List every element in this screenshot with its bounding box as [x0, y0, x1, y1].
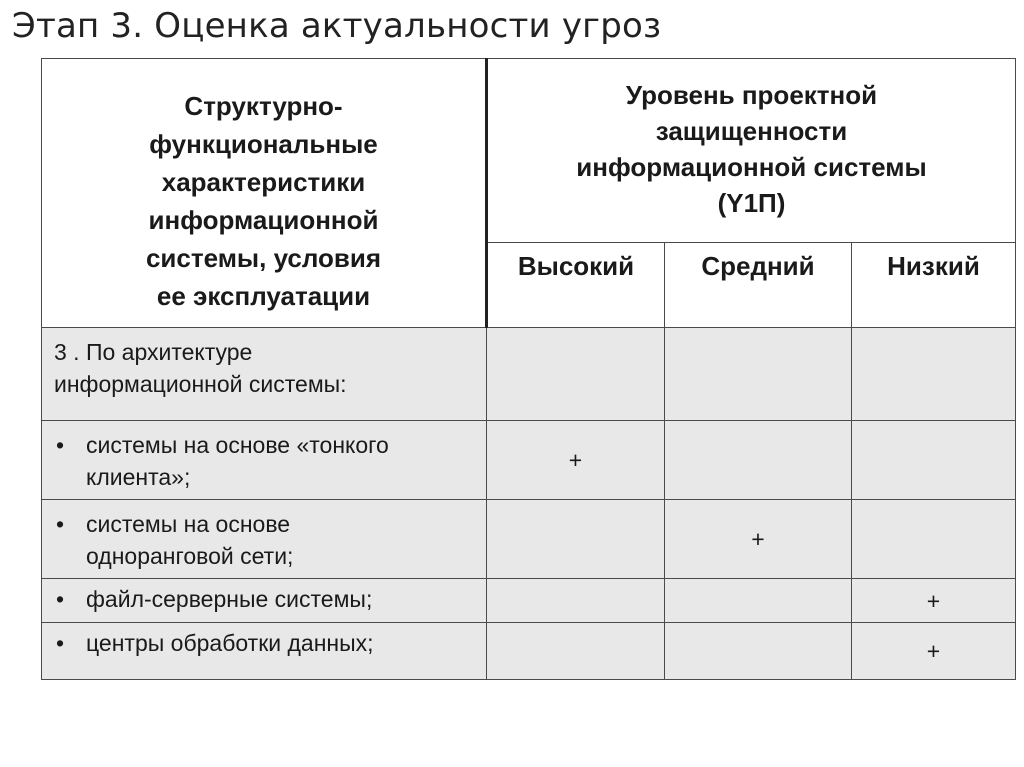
table-row-section	[42, 328, 1016, 421]
mark-cell	[665, 421, 852, 500]
header-left-line: Структурно-	[184, 91, 343, 121]
section-label: 3 . По архитектуре информационной системы:	[42, 328, 487, 421]
mark-cell	[487, 623, 665, 680]
mark-cell: +	[665, 500, 852, 579]
mark-cell	[852, 421, 1016, 500]
mark-cell	[487, 579, 665, 623]
row-label: • файл-серверные системы;	[42, 579, 487, 623]
header-left-line: характеристики	[161, 167, 366, 197]
bullet-icon: •	[56, 511, 65, 537]
row-label: • центры обработки данных;	[42, 623, 487, 680]
row-label: • системы на основе «тонкого клиента»;	[42, 421, 487, 500]
threat-relevance-table	[41, 58, 1016, 680]
mark-cell	[665, 328, 852, 421]
page-title: Этап 3. Оценка актуальности угроз	[12, 6, 662, 46]
mark-cell	[665, 579, 852, 623]
header-right-line: (Y1П)	[717, 188, 786, 218]
bullet-icon: •	[56, 586, 65, 612]
mark-cell: +	[852, 579, 1016, 623]
table-row	[42, 500, 1016, 579]
row-label: • системы на основе одноранговой сети;	[42, 500, 487, 579]
mark-cell	[852, 328, 1016, 421]
mark-cell	[487, 328, 665, 421]
table-row	[42, 421, 1016, 500]
header-left-line: системы, условия	[145, 243, 382, 273]
mark-cell: +	[487, 421, 665, 500]
header-right-line: Уровень проектной	[625, 80, 878, 110]
bullet-icon: •	[56, 432, 65, 458]
header-level-low: Низкий	[852, 243, 1016, 328]
mark-cell: +	[852, 623, 1016, 680]
header-characteristics	[42, 59, 487, 328]
header-left-line: информационной	[148, 205, 379, 235]
bullet-icon: •	[56, 630, 65, 656]
mark-cell	[852, 500, 1016, 579]
header-left-line: ее эксплуатации	[156, 281, 371, 311]
mark-cell	[665, 623, 852, 680]
header-protection-level	[487, 59, 1016, 243]
header-level-medium: Средний	[665, 243, 852, 328]
table-row	[42, 579, 1016, 623]
header-left-line: функциональные	[149, 129, 378, 159]
mark-cell	[487, 500, 665, 579]
header-right-line: информационной системы	[576, 152, 927, 182]
table-row	[42, 623, 1016, 680]
header-right-line: защищенности	[655, 116, 848, 146]
header-level-high: Высокий	[487, 243, 665, 328]
